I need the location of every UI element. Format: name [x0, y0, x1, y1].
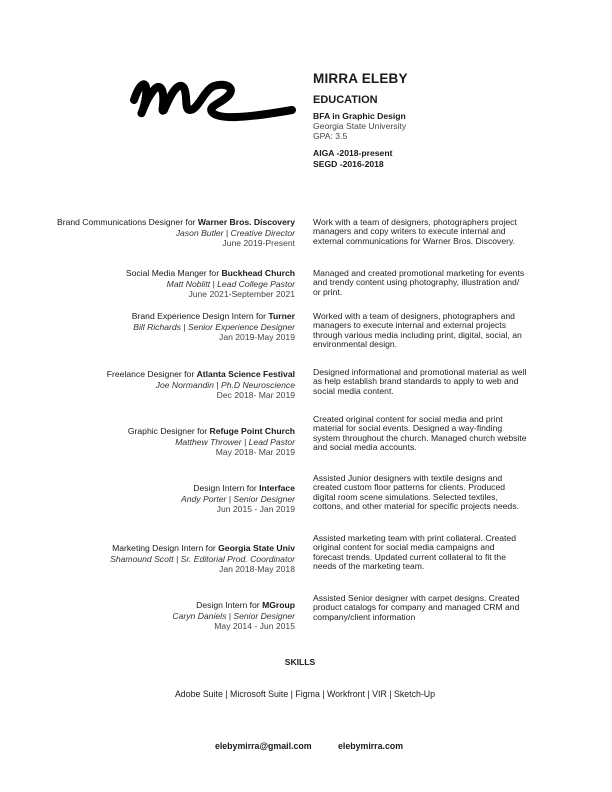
job-header: [132, 311, 295, 343]
job-description: Assisted Senior designer with carpet designs. Created product catalogs for company and managed CRM and company/client information: [313, 593, 520, 622]
job-supervisor: Shamound Scott | Sr. Editorial Prod. Coordinator: [110, 553, 295, 564]
job-header: [126, 268, 295, 300]
job-title: Social Media Manger for: [125, 268, 222, 278]
job-dates: May 2018- Mar 2019: [215, 447, 295, 458]
job-supervisor: Andy Porter | Senior Designer: [180, 493, 295, 504]
job-company: Atlanta Science Festival: [196, 369, 295, 379]
job-dates: Dec 2018- Mar 2019: [216, 390, 295, 401]
job-company: Buckhead Church: [221, 268, 295, 278]
membership-item: SEGD -2016-2018: [313, 159, 384, 169]
job-supervisor: Matt Noblitt | Lead College Pastor: [166, 278, 295, 289]
job-company: Turner: [268, 311, 295, 321]
skills-heading: SKILLS: [284, 657, 316, 667]
job-supervisor: Joe Normandin | Ph.D Neuroscience: [155, 379, 295, 390]
job-dates: June 2021-September 2021: [188, 289, 295, 300]
school: Georgia State University: [313, 121, 407, 131]
membership-item: AIGA -2018-present: [313, 148, 393, 158]
job-dates: June 2019-Present: [222, 238, 295, 249]
job-title: Brand Communications Designer for: [56, 217, 198, 227]
job-description: Assisted marketing team with print collateral. Created original content for social media campaigns and forecast trends. Updated current collateral to fit the needs of the marketing team.: [313, 533, 516, 572]
contact-info: [0, 741, 612, 751]
job-company: Interface: [259, 483, 295, 493]
job-supervisor: Caryn Daniels | Senior Designer: [172, 610, 295, 621]
website-link[interactable]: elebymirra.com: [338, 741, 404, 751]
job-header: [128, 426, 295, 458]
job-header: [172, 600, 295, 632]
education-details: [313, 111, 406, 141]
job-header: [110, 543, 295, 575]
job-header: [181, 483, 295, 515]
job-description: Worked with a team of designers, photographers and managers to execute internal and external projects through various media including print, digital, social, an environmental design.: [313, 311, 522, 350]
job-dates: Jun 2015 - Jan 2019: [216, 504, 295, 515]
degree: BFA in Graphic Design: [313, 111, 406, 121]
job-dates: Jan 2018-May 2018: [219, 564, 295, 575]
job-description: Designed informational and promotional material as well as help establish brand standards to apply to web and social media content.: [313, 367, 527, 396]
job-header: [107, 369, 295, 401]
gpa: GPA: 3.5: [313, 131, 348, 141]
job-company: Warner Bros. Discovery: [197, 217, 295, 227]
job-supervisor: Matthew Thrower | Lead Pastor: [175, 436, 295, 447]
job-title: Design Intern for: [193, 483, 260, 493]
education-heading: EDUCATION: [313, 94, 378, 106]
job-supervisor: Jason Butler | Creative Director: [175, 227, 295, 238]
job-title: Graphic Designer for: [127, 426, 210, 436]
job-title: Marketing Design Intern for: [112, 543, 219, 553]
skills-list: Adobe Suite | Microsoft Suite | Figma | Workfront | VIR | Sketch-Up: [174, 689, 436, 699]
job-description: Managed and created promotional marketing for events and trendy content using photography, illustration and/ or print.: [313, 268, 525, 297]
job-description: Created original content for social media and print material for social events. Designed a way-finding system throughout the church. Managed church website and social media accounts.: [313, 414, 527, 453]
job-title: Design Intern for: [196, 600, 263, 610]
job-company: Georgia State Univ: [218, 543, 295, 553]
job-dates: Jan 2019-May 2019: [219, 332, 295, 343]
job-title: Freelance Designer for: [106, 369, 197, 379]
job-company: MGroup: [262, 600, 295, 610]
job-company: Refuge Point Church: [209, 426, 295, 436]
me-signature-logo: [128, 66, 298, 128]
job-title: Brand Experience Design Intern for: [131, 311, 269, 321]
email-link[interactable]: elebymirra@gmail.com: [214, 741, 312, 751]
job-header: [57, 217, 295, 249]
job-supervisor: Bill Richards | Senior Experience Designer: [133, 321, 295, 332]
job-description: Work with a team of designers, photographers project managers and copy writers to execute internal and external communications for Warner Bros. Discovery.: [313, 217, 517, 246]
job-dates: May 2014 - Jun 2015: [214, 621, 295, 632]
job-description: Assisted Junior designers with textile designs and created custom floor patterns for clients. Produced digital room scene simulations. Selected textiles, cottons, and other material for specific projects needs.: [313, 473, 519, 512]
resume-name: MIRRA ELEBY: [313, 71, 408, 86]
memberships: [313, 148, 392, 170]
